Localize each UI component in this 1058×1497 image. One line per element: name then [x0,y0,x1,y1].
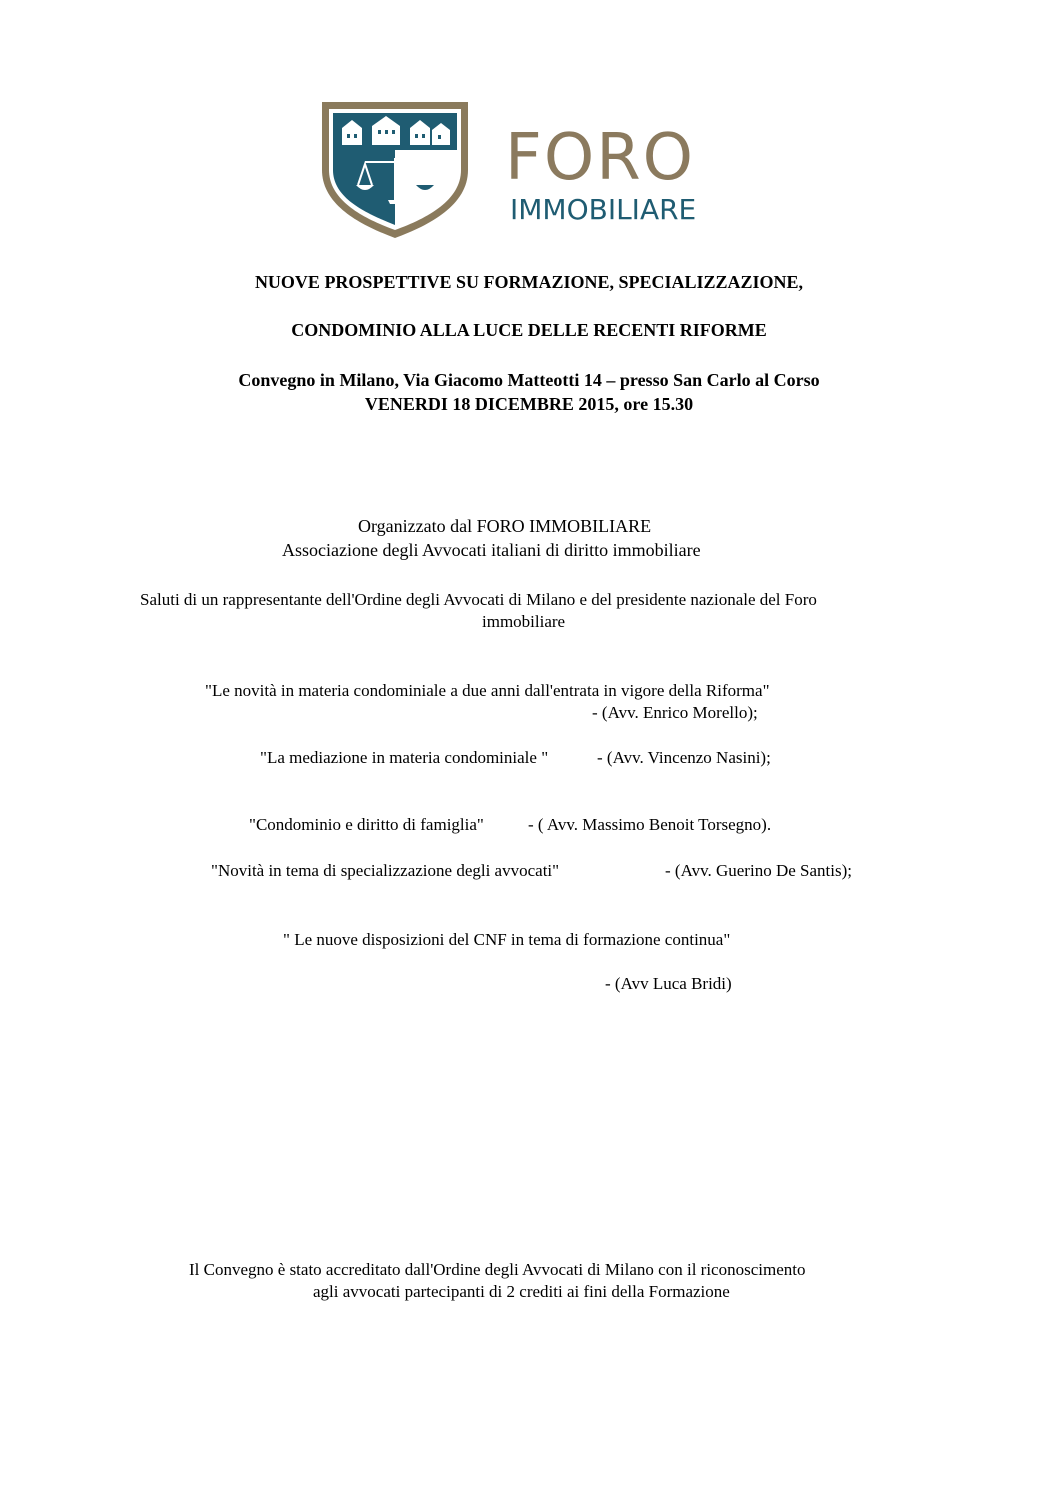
talk-4-title: "Novità in tema di specializzazione degli avvocati" [211,861,560,880]
talk-3-speaker: - ( Avv. Massimo Benoit Torsegno). [528,815,772,834]
logo-title: FORO [505,121,696,195]
greetings-line-2: immobiliare [482,612,566,631]
talk-4-speaker: - (Avv. Guerino De Santis); [665,861,852,880]
event-date: VENERDI 18 DICEMBRE 2015, ore 15.30 [364,394,694,414]
talk-5-title: " Le nuove disposizioni del CNF in tema di formazione continua" [283,930,731,949]
heading-line-2: CONDOMINIO ALLA LUCE DELLE RECENTI RIFORME [291,320,767,340]
organizer-line-1: Organizzato dal FORO IMMOBILIARE [358,516,652,536]
accreditation-line-2: agli avvocati partecipanti di 2 crediti ai fini della Formazione [313,1282,730,1301]
greetings-line-1: Saluti di un rappresentante dell'Ordine degli Avvocati di Milano e del presidente nazionale del Foro [140,590,817,609]
organizer-line-2: Associazione degli Avvocati italiani di diritto immobiliare [282,540,701,560]
talk-5-speaker: - (Avv Luca Bridi) [605,974,732,993]
logo-subtitle: IMMOBILIARE [510,193,697,226]
talk-2-title: "La mediazione in materia condominiale " [260,748,549,767]
shield-icon [320,100,470,240]
foro-immobiliare-logo [320,100,770,240]
accreditation-line-1: Il Convegno è stato accreditato dall'Ordine degli Avvocati di Milano con il riconoscimento [189,1260,806,1279]
talk-2-speaker: - (Avv. Vincenzo Nasini); [597,748,771,767]
talk-1-speaker: - (Avv. Enrico Morello); [592,703,758,722]
talk-3-title: "Condominio e diritto di famiglia" [249,815,484,834]
venue: Convegno in Milano, Via Giacomo Matteotti 14 – presso San Carlo al Corso [238,370,820,390]
heading-line-1: NUOVE PROSPETTIVE SU FORMAZIONE, SPECIALIZZAZIONE, [254,272,804,292]
talk-1-title: "Le novità in materia condominiale a due anni dall'entrata in vigore della Riforma" [205,681,770,700]
